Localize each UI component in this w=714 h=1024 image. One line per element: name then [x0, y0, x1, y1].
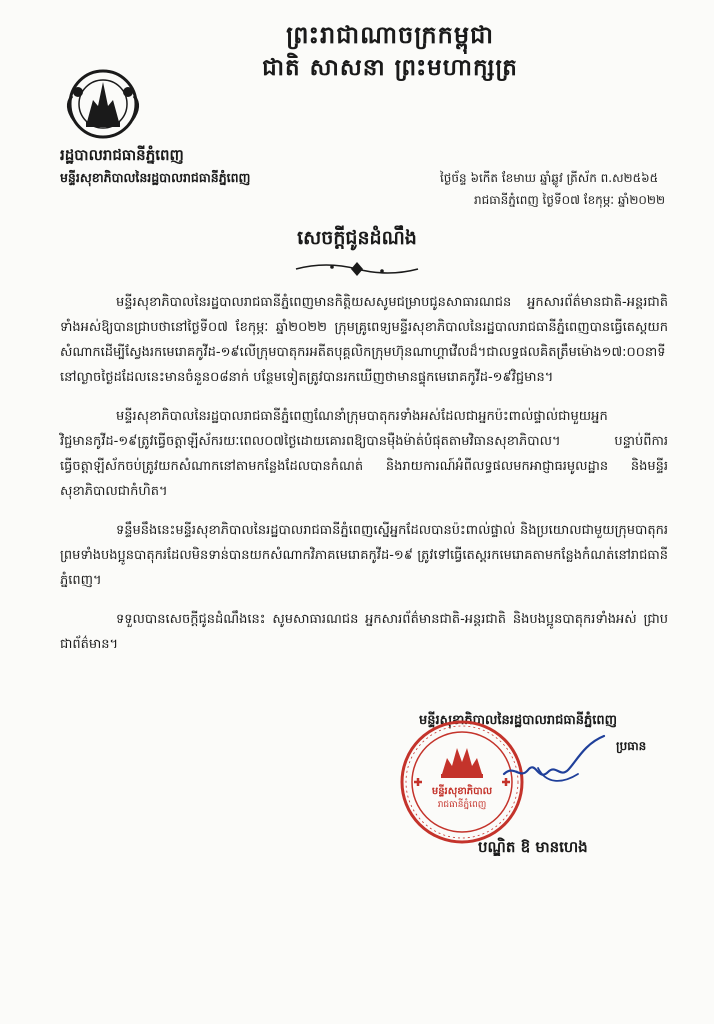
title-ornament-icon	[292, 258, 422, 280]
signatory-name: បណ្ឌិត ឱ មានហេង	[478, 838, 588, 856]
kingdom-header	[200, 18, 580, 84]
authority-line-1: រដ្ឋបាលរាជធានីភ្នំពេញ	[60, 146, 184, 164]
paragraph-2: មន្ទីរសុខាភិបាលនៃរដ្ឋបាលរាជធានីភ្នំពេញណែនាំក្រុមបាតុករទាំងអស់ដែលជាអ្នកប៉ះពាល់ផ្ទាល់ជាមួយអ្នកវិជ្ជមានកូវីដ-១៩ត្រូវធ្វើចត្តាឡីស័ករយៈពេល០៧ថ្ងៃដោយគោរពឱ្យបានម៉ឺងម៉ាត់បំផុតតាមវិធានសុខាភិបាល។ បន្ទាប់ពីការធ្វើចត្តាឡីស័កចប់ត្រូវយកសំណាកនៅតាមកន្លែងដែលបានកំណត់ និងរាយការណ៍អំពីលទ្ធផលមកអាជ្ញាធរមូលដ្ឋាន និងមន្ទីរសុខាភិបាលជាកំហិត។	[60, 409, 668, 499]
lunar-date: ថ្ងៃច័ន្ទ ៦កើត ខែមាឃ ឆ្នាំឆ្លូវ ត្រីស័ក ព.ស២៥៦៥	[440, 171, 659, 185]
document-title: សេចក្តីជូនដំណឹង	[297, 227, 417, 249]
municipal-seal-logo	[62, 62, 144, 142]
authority-line-2: មន្ទីរសុខាភិបាលនៃរដ្ឋបាលរាជធានីភ្នំពេញ	[60, 170, 251, 185]
stamp-center-line-1: មន្ទីរសុខាភិបាល	[431, 786, 493, 797]
paragraph-3: ទន្ទឹមនឹងនេះមន្ទីរសុខាភិបាលនៃរដ្ឋបាលរាជធានីភ្នំពេញស្នើអ្នកដែលបានប៉ះពាល់ផ្ទាល់ និងប្រយោលជាមួយក្រុមបាតុករព្រមទាំងបងប្អូនបាតុករដែលមិនទាន់បានយកសំណាកវិភាគមេរោគកូវីដ-១៩ ត្រូវទៅធ្វើតេស្តរកមេរោគតាមកន្លែងកំណត់នៅរាជធានីភ្នំពេញ។	[60, 523, 668, 588]
handwritten-signature-icon	[498, 730, 610, 790]
signatory-role: ប្រធាន	[616, 739, 647, 753]
signatory-organization: មន្ទីរសុខាភិបាលនៃរដ្ឋបាលរាជធានីភ្នំពេញ	[418, 713, 618, 728]
kingdom-line-1: ព្រះរាជាណាចក្រកម្ពុជា	[286, 20, 494, 49]
kingdom-line-2: ជាតិ សាសនា ព្រះមហាក្សត្រ	[262, 54, 518, 81]
paragraph-4: ទទួលបានសេចក្តីជូនដំណឹងនេះ សូមសាធារណជន អ្នកសារព័ត៌មានជាតិ-អន្តរជាតិ និងបងប្អូនបាតុករទាំងអស់ ជ្រាបជាព័ត៌មាន។	[60, 612, 668, 652]
solar-date: រាជធានីភ្នំពេញ ថ្ងៃទី០៧ ខែកុម្ភៈ ឆ្នាំ២០២២	[474, 193, 666, 207]
stamp-center-line-2: រាជធានីភ្នំពេញ	[437, 800, 487, 810]
notice-body	[60, 290, 668, 671]
paragraph-1: មន្ទីរសុខាភិបាលនៃរដ្ឋបាលរាជធានីភ្នំពេញមានកិត្តិយសសូមជម្រាបជូនសាធារណជន អ្នកសារព័ត៌មានជាតិ-អន្តរជាតិទាំងអស់ឱ្យបានជ្រាបថានៅថ្ងៃទី០៧ ខែកុម្ភៈ ឆ្នាំ២០២២ ក្រុមគ្រូពេទ្យមន្ទីរសុខាភិបាលនៃរដ្ឋបាលរាជធានីភ្នំពេញបានធ្វើតេស្តយកសំណាកដើម្បីស្វែងរកមេរោគកូវីដ-១៩លើក្រុមបាតុករអតីតបុគ្គលិកក្រុមហ៊ុនណាហ្គាវើលដ៏។ជាលទ្ធផលគិតត្រឹមម៉ោង១៧:០០នាទី នៅល្ងាចថ្ងៃដដែលនេះមានចំនួន០៨នាក់ បន្ថែមទៀតត្រូវបានរកឃើញថាមានផ្ទុកមេរោគកូវីដ-១៩វិជ្ជមាន។	[60, 295, 668, 385]
